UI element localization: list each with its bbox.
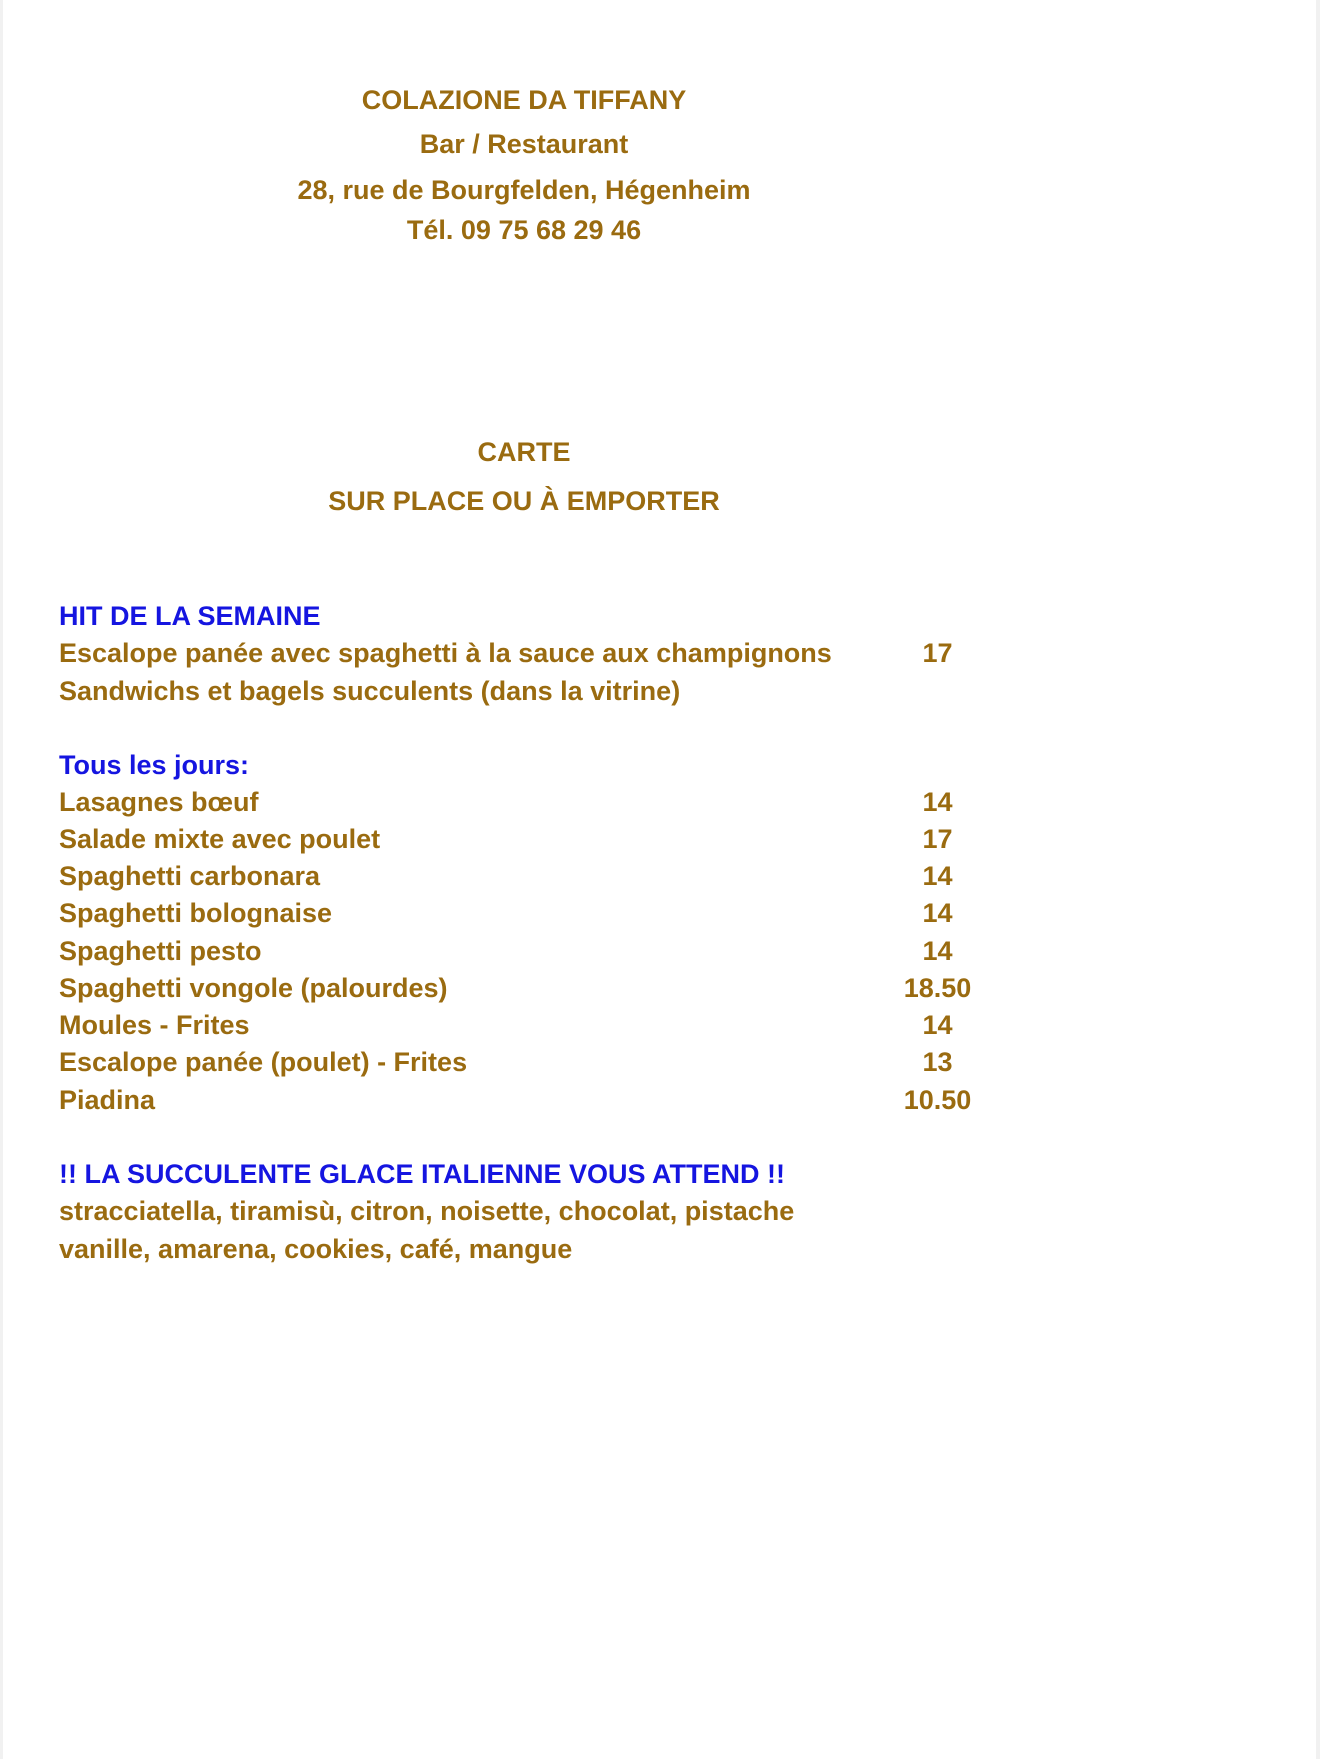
hit-item-price: 17: [922, 638, 953, 668]
daily-heading: Tous les jours:: [59, 750, 250, 780]
page-edge-right: [1316, 0, 1320, 1759]
daily-item-name: Escalope panée (poulet) - Frites: [59, 1047, 468, 1077]
glace-flavours-line: stracciatella, tiramisù, citron, noisette, chocolat, pistache: [59, 1196, 795, 1226]
daily-item-price: 13: [922, 1047, 953, 1077]
hit-heading: HIT DE LA SEMAINE: [59, 601, 321, 631]
daily-item-name: Spaghetti bolognaise: [59, 898, 333, 928]
daily-item-name: Piadina: [59, 1085, 156, 1115]
daily-item-name: Lasagnes bœuf: [59, 787, 259, 817]
restaurant-phone: Tél. 09 75 68 29 46: [406, 215, 642, 245]
daily-item-name: Salade mixte avec poulet: [59, 824, 381, 854]
daily-item-name: Spaghetti pesto: [59, 936, 262, 966]
glace-flavours-line: vanille, amarena, cookies, café, mangue: [59, 1234, 573, 1264]
daily-item-name: Spaghetti vongole (palourdes): [59, 973, 448, 1003]
restaurant-name: COLAZIONE DA TIFFANY: [361, 85, 687, 115]
daily-item-name: Spaghetti carbonara: [59, 861, 321, 891]
daily-item-price: 10.50: [903, 1085, 972, 1115]
daily-item-price: 18.50: [903, 973, 972, 1003]
hit-item-name: Escalope panée avec spaghetti à la sauce aux champignons: [59, 638, 832, 668]
daily-item-price: 14: [922, 787, 953, 817]
daily-item-price: 14: [922, 1010, 953, 1040]
restaurant-type: Bar / Restaurant: [419, 129, 629, 159]
daily-item-price: 14: [922, 898, 953, 928]
daily-item-price: 14: [922, 861, 953, 891]
restaurant-address: 28, rue de Bourgfelden, Hégenheim: [297, 175, 751, 205]
carte-title: CARTE: [477, 437, 571, 467]
glace-heading: !! LA SUCCULENTE GLACE ITALIENNE VOUS ATTEND !!: [59, 1159, 785, 1189]
page-edge-left: [0, 0, 3, 1759]
daily-item-price: 17: [922, 824, 953, 854]
hit-item-name: Sandwichs et bagels succulents (dans la vitrine): [59, 676, 681, 706]
daily-item-name: Moules - Frites: [59, 1010, 250, 1040]
daily-item-price: 14: [922, 936, 953, 966]
carte-subtitle: SUR PLACE OU À EMPORTER: [328, 486, 720, 516]
